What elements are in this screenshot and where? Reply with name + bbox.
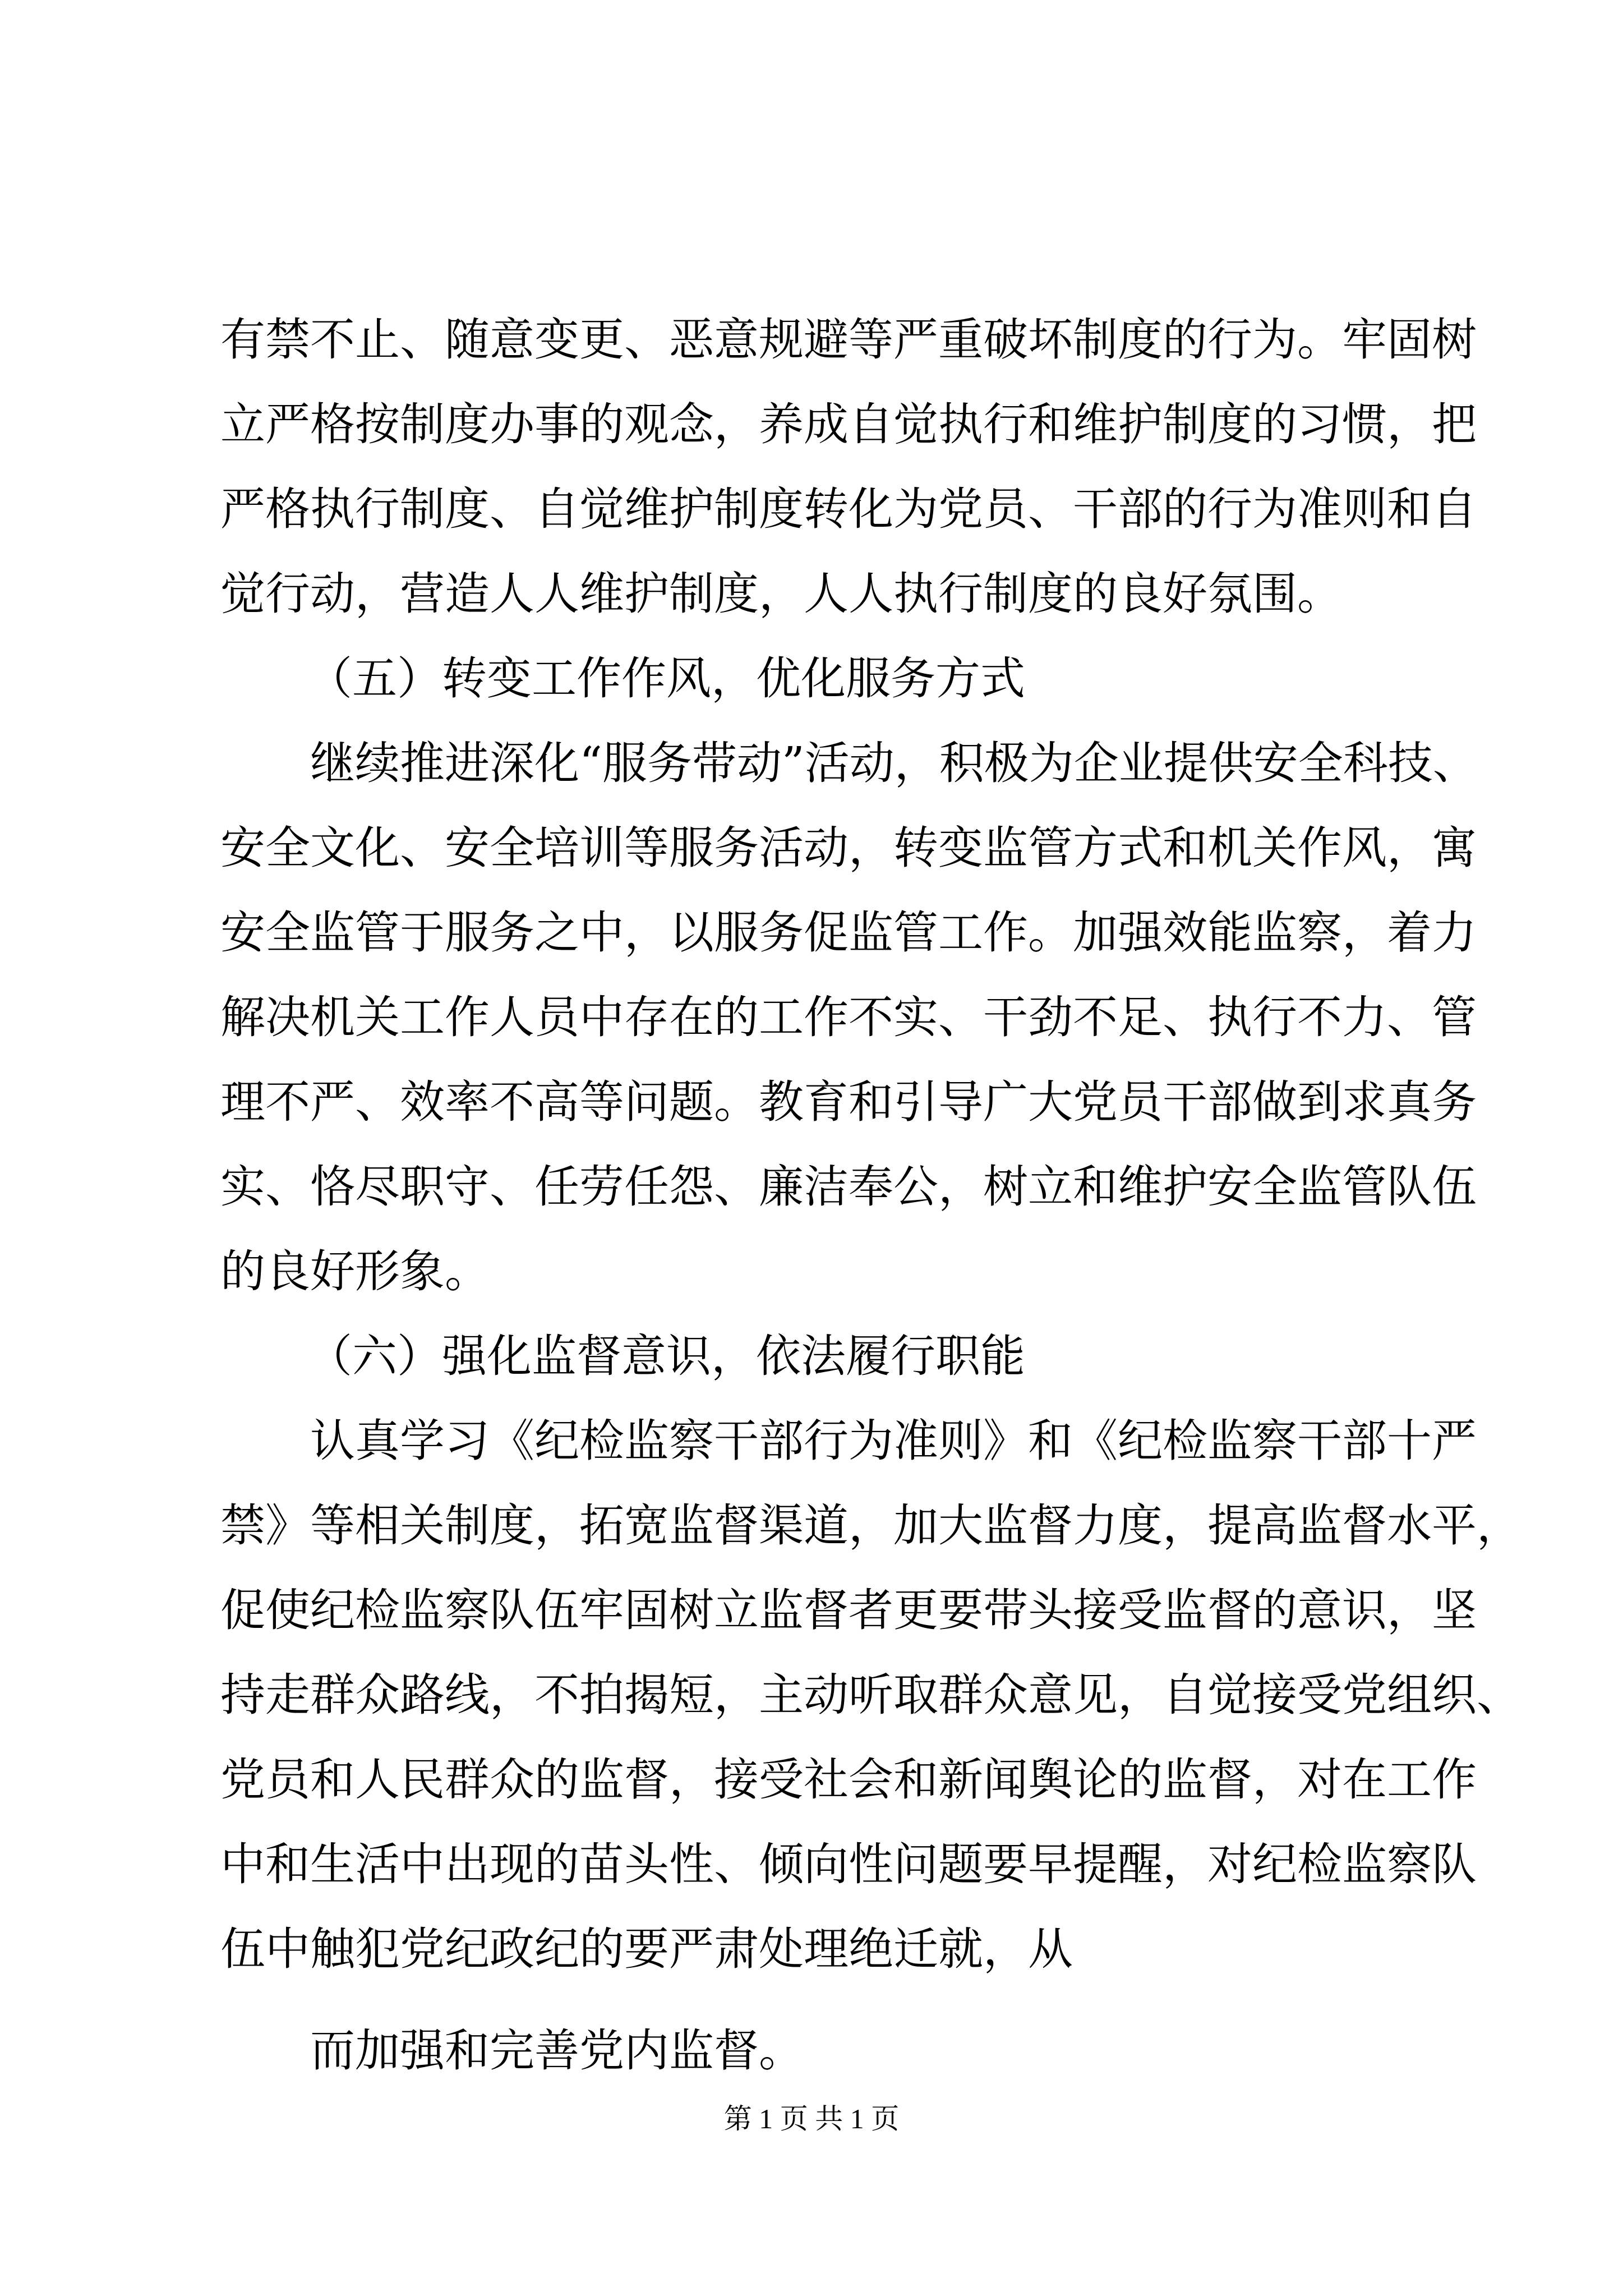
paragraph-line: 理不严、效率不高等问题。教育和引导广大党员干部做到求真务 [220, 1076, 1477, 1128]
paragraph-line: 觉行动，营造人人维护制度，人人执行制度的良好氛围。 [220, 568, 1342, 620]
paragraph-line: 的良好形象。 [220, 1245, 490, 1297]
paragraph-line: 安全文化、安全培训等服务活动，转变监管方式和机关作风，寓 [220, 822, 1477, 874]
paragraph-line: 继续推进深化“服务带动”活动，积极为企业提供安全科技、 [310, 737, 1478, 789]
paragraph-line: 而加强和完善党内监督。 [310, 2024, 804, 2077]
paragraph-line: 持走群众路线，不拍揭短，主动听取群众意见，自觉接受党组织、 [220, 1669, 1521, 1721]
paragraph-line: 认真学习《纪检监察干部行为准则》和《纪检监察干部十严 [310, 1415, 1477, 1467]
paragraph-line: 禁》等相关制度，拓宽监督渠道，加大监督力度，提高监督水平， [220, 1499, 1521, 1552]
paragraph-line: 有禁不止、随意变更、恶意规避等严重破坏制度的行为。牢固树 [220, 314, 1477, 366]
page-footer: 第 1 页 共 1 页 [723, 2103, 900, 2134]
paragraph-line: 安全监管于服务之中，以服务促监管工作。加强效能监察，着力 [220, 907, 1477, 959]
paragraph-line: 立严格按制度办事的观念，养成自觉执行和维护制度的习惯，把 [220, 398, 1477, 450]
section-heading: （六）强化监督意识，依法履行职能 [307, 1330, 1025, 1382]
paragraph-line: 党员和人民群众的监督，接受社会和新闻舆论的监督，对在工作 [220, 1754, 1477, 1806]
section-heading: （五）转变工作作风，优化服务方式 [307, 652, 1025, 705]
paragraph-line: 严格执行制度、自觉维护制度转化为党员、干部的行为准则和自 [220, 483, 1477, 535]
document-body [220, 297, 1521, 2093]
paragraph-line: 解决机关工作人员中存在的工作不实、干劲不足、执行不力、管 [220, 991, 1477, 1043]
paragraph-line: 实、恪尽职守、任劳任怨、廉洁奉公，树立和维护安全监管队伍 [220, 1161, 1477, 1213]
paragraph-line: 促使纪检监察队伍牢固树立监督者更要带头接受监督的意识，坚 [220, 1584, 1477, 1636]
paragraph-line: 伍中触犯党纪政纪的要严肃处理绝迁就，从 [220, 1923, 1073, 1975]
paragraph-line: 中和生活中出现的苗头性、倾向性问题要早提醒，对纪检监察队 [220, 1838, 1477, 1890]
